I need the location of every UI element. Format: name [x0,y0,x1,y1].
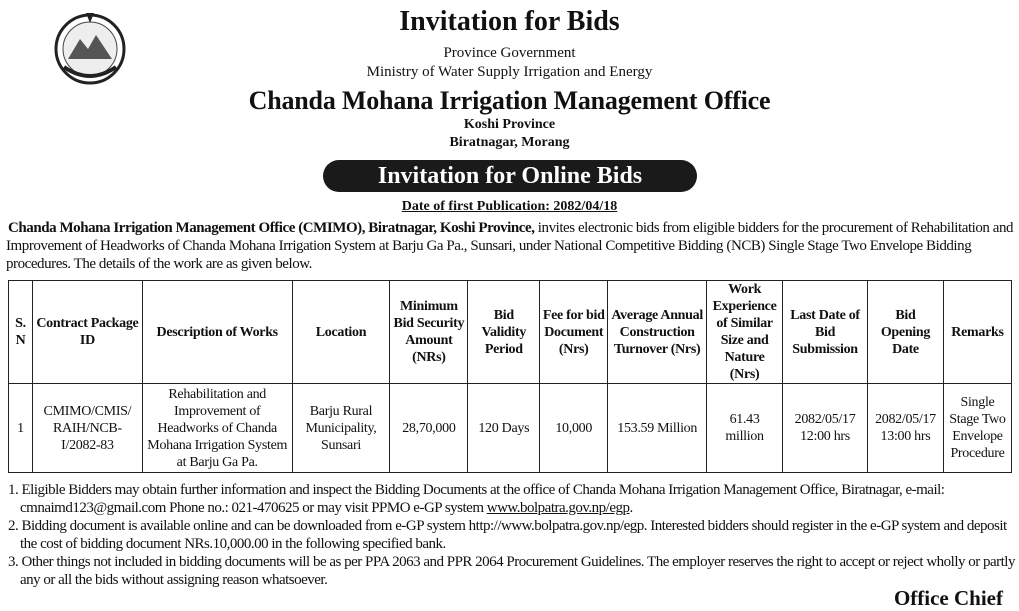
office-name: Chanda Mohana Irrigation Management Office [248,86,771,115]
header-cell: Description of Works [142,281,292,384]
notes [6,481,1018,589]
header-cell: Bid Opening Date [867,281,943,384]
cell: 120 Days [468,384,540,473]
note-2: 2. Bidding document is available online and can be downloaded from e-GP system http://www.bolpatra.gov.np/egp. Interested bidders should register in the e-GP system and deposit the cost of bidding document NRs.10,000.00 in the following specified bank. [8,518,1007,552]
cell: Rehabilitation and Improvement of Headworks of Chanda Mohana Irrigation System at Barju Ga Pa. [142,384,292,473]
table-header-row [9,281,1012,384]
government-line: Province Government [443,45,576,61]
header-cell: Minimum Bid Security Amount (NRs) [390,281,468,384]
intro-bold: Chanda Mohana Irrigation Management Office (CMIMO), Biratnagar, Koshi Province, [8,220,535,236]
header-cell: Fee for bid Document (Nrs) [540,281,608,384]
header-cell: Work Experience of Similar Size and Nature (Nrs) [707,281,783,384]
header-cell: Average Annual Construction Turnover (Nrs) [608,281,707,384]
cell: 2082/05/17 12:00 hrs [783,384,868,473]
cell: 1 [9,384,33,473]
header-cell: Last Date of Bid Submission [783,281,868,384]
header-cell: Contract Package ID [32,281,142,384]
cell: Barju Rural Municipality, Sunsari [292,384,390,473]
intro-paragraph [6,219,1016,273]
cell: Single Stage Two Envelope Procedure [943,384,1011,473]
cell: 153.59 Million [608,384,707,473]
note-1 [6,481,1018,517]
ministry-line: Ministry of Water Supply Irrigation and Energy [366,64,653,80]
intro-text: invites electronic bids from eligible bidders for the procurement of Rehabilitation and Improvement of Headworks of Chanda Mohana Irrigation System at Barju Ga Pa., Sunsari, under National Competitive Bidding (NCB) Single Stage Two Envelope Bidding procedures. The details of the work are as given below. [6,220,1014,272]
note-1-end: . [629,500,633,516]
header-cell: Remarks [943,281,1011,384]
table-row [9,384,1012,473]
header-cell: Bid Validity Period [468,281,540,384]
page-title: Invitation for Bids [399,6,620,37]
cell: CMIMO/CMIS/ RAIH/NCB- I/2082-83 [32,384,142,473]
province-line: Koshi Province [463,117,556,132]
note-1-text: 1. Eligible Bidders may obtain further information and inspect the Bidding Documents at the office of Chanda Mohana Irrigation Management Office, Biratnagar, e-mail: cmnaimd123@gmail.com Phone no.: 021-470625 or may visit PPMO e-GP system [8,482,945,516]
egp-link[interactable]: www.bolpatra.gov.np/egp [486,500,630,516]
publication-date: Date of first Publication: 2082/04/18 [401,199,618,214]
cell: 28,70,000 [390,384,468,473]
cell: 2082/05/17 13:00 hrs [867,384,943,473]
note-3: 3. Other things not included in bidding documents will be as per PPA 2063 and PPR 2064 Procurement Guidelines. The employer reserves the right to accept or reject wholly or partly any or all the bids without assigning reason whatsoever. [8,554,1015,588]
header-cell: Location [292,281,390,384]
city-line: Biratnagar, Morang [449,135,570,150]
bid-table [8,280,1012,473]
banner-heading: Invitation for Online Bids [323,160,697,192]
signature: Office Chief [893,586,1003,610]
cell: 61.43 million [707,384,783,473]
header-cell: S. N [9,281,33,384]
cell: 10,000 [540,384,608,473]
